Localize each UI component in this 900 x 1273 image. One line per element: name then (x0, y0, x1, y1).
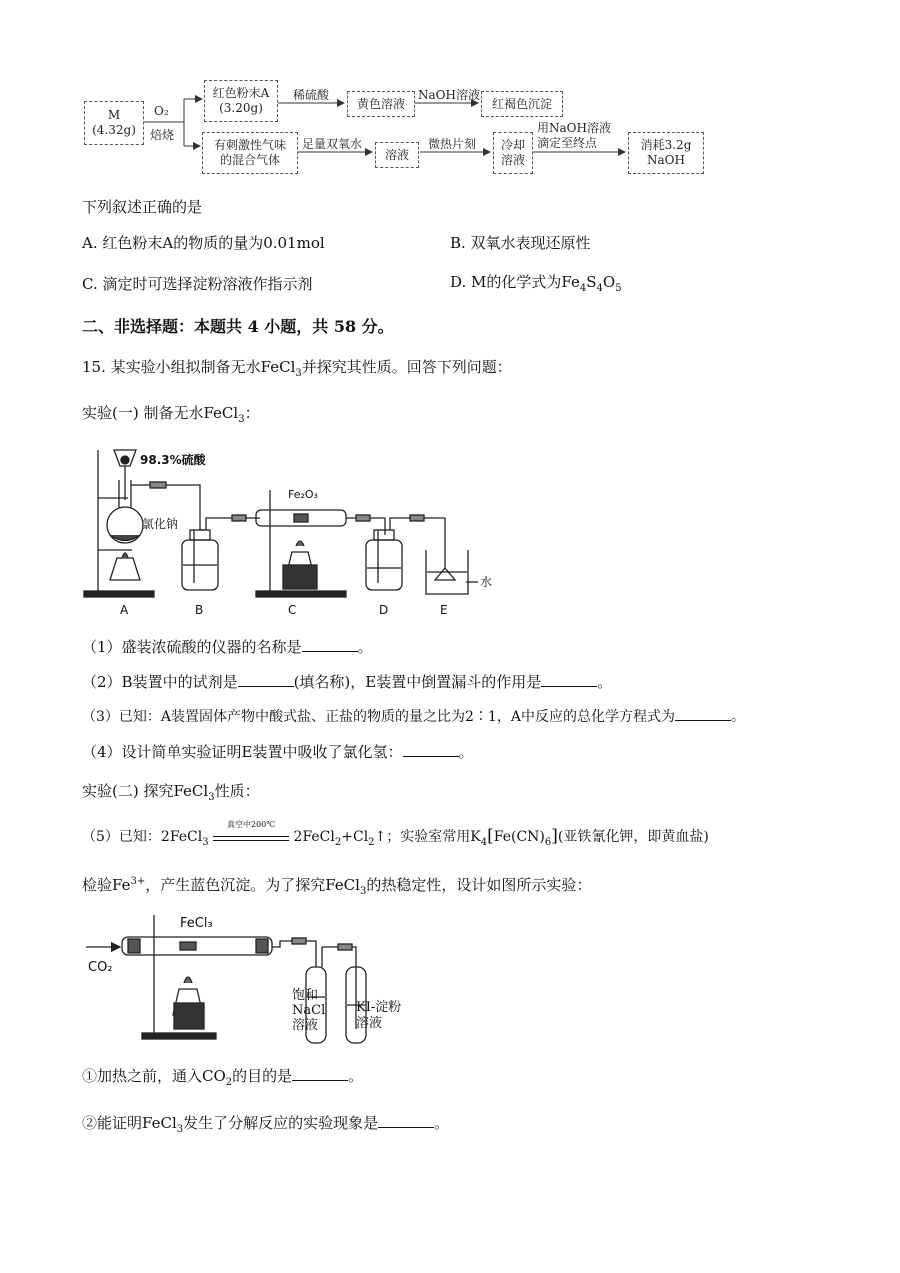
apparatus-figure-1 (80, 440, 520, 620)
fig2-co2-label: CO₂ (88, 960, 113, 975)
answer-blank[interactable] (541, 672, 597, 687)
q14-option-b: B. 双氧水表现还原性 (450, 234, 591, 252)
q14-option-a: A. 红色粉末A的物质的量为0.01mol (82, 234, 325, 252)
answer-blank[interactable] (403, 742, 459, 757)
answer-blank[interactable] (378, 1113, 434, 1128)
q15-sub-1: （1）盛装浓硫酸的仪器的名称是 。 (82, 638, 373, 656)
flow-naoh-label: NaOH溶液 (418, 88, 480, 102)
fig1-label-c: C (288, 603, 297, 617)
q14-prompt: 下列叙述正确的是 (82, 198, 203, 216)
flow-titrate-label: 用NaOH溶液 滴定至终点 (537, 121, 611, 150)
flow-red-brown-ppt-box: 红褐色沉淀 (481, 91, 563, 117)
q15-sub-4: （4）设计简单实验证明E装置中吸收了氯化氢： 。 (82, 743, 474, 761)
q15-sub-5-line-2: 检验$Fe^{3+}$，产生蓝色沉淀。为了探究FeCl$_3$的热稳定性，设计如图所示实验： (82, 876, 592, 897)
q15-sub-5-part-2: ②能证明FeCl$_3$发生了分解反应的实验现象是 。 (82, 1114, 450, 1135)
fig1-label-e: E (440, 603, 448, 617)
q15-sub-5-part-1: ①加热之前，通入$CO_2$的目的是 。 (82, 1067, 364, 1088)
q15-sub-5-line-1: （5）已知：2FeCl$_3$ 真空中200℃ $2FeCl_2+Cl_2↑$；实验室常用$K_4[Fe(CN)_6]$(亚铁氰化钾，即黄血盐) (82, 820, 709, 848)
flow-heat-label: 微热片刻 (428, 137, 477, 151)
fig2-tube-2-label: KI-淀粉 溶液 (356, 1000, 402, 1031)
fig1-label-d: D (379, 603, 389, 617)
fig2-tube-1-label: 饱和 NaCl 溶液 (292, 988, 326, 1033)
fig1-nacl-label: 氯化钠 (142, 517, 179, 531)
fig1-label-b: B (195, 603, 204, 617)
flow-consume-box: 消耗3.2g NaOH (628, 132, 704, 174)
flow-excess-h2o2-label: 足量双氧水 (302, 137, 363, 151)
flow-gas-box: 有刺激性气味 的混合气体 (202, 132, 298, 174)
flow-cool-solution-box: 冷却 溶液 (493, 132, 533, 174)
flow-dil-h2so4-label: 稀硫酸 (293, 88, 330, 102)
answer-blank[interactable] (238, 672, 294, 687)
flow-yellow-solution-box: 黄色溶液 (347, 91, 415, 117)
answer-blank[interactable] (292, 1066, 348, 1081)
q15-sub-2: （2）B装置中的试剂是 (填名称)，E装置中倒置漏斗的作用是 。 (82, 673, 613, 691)
flow-m-box: M (4.32g) (84, 101, 144, 145)
q14-option-c: C. 滴定时可选择淀粉溶液作指示剂 (82, 275, 313, 293)
q14-option-d: D. M的化学式为$Fe_4S_4O_5$ (450, 273, 622, 294)
flow-red-powder-box: 红色粉末A (3.20g) (204, 80, 278, 122)
flow-o2-label: O₂ (154, 104, 169, 118)
fig1-water-label: 水 (480, 575, 493, 589)
q15-intro: 15. 某实验小组拟制备无水FeCl$_3$并探究其性质。回答下列问题： (82, 358, 512, 379)
fig2-fecl3-label: FeCl₃ (180, 916, 213, 931)
fig1-acid-label: 98.3%硫酸 (140, 453, 206, 467)
answer-blank[interactable] (675, 706, 731, 721)
fig1-fe2o3-label: Fe₂O₃ (288, 488, 318, 501)
fig1-label-a: A (120, 603, 129, 617)
q15-experiment-1-title: 实验(一) 制备无水FeCl$_3$： (82, 404, 260, 425)
q15-sub-3: （3）已知：A装置固体产物中酸式盐、正盐的物质的量之比为2∶1，A中反应的总化学方程式为 。 (82, 706, 745, 726)
section-2-heading: 二、非选择题：本题共 4 小题，共 58 分。 (82, 317, 394, 336)
answer-blank[interactable] (302, 637, 358, 652)
flow-calcine-label: 焙烧 (150, 128, 175, 142)
reaction-arrow: 真空中200℃ (213, 829, 289, 841)
flow-solution-box: 溶液 (375, 142, 419, 168)
q15-experiment-2-title: 实验(二) 探究FeCl$_3$性质： (82, 782, 260, 803)
